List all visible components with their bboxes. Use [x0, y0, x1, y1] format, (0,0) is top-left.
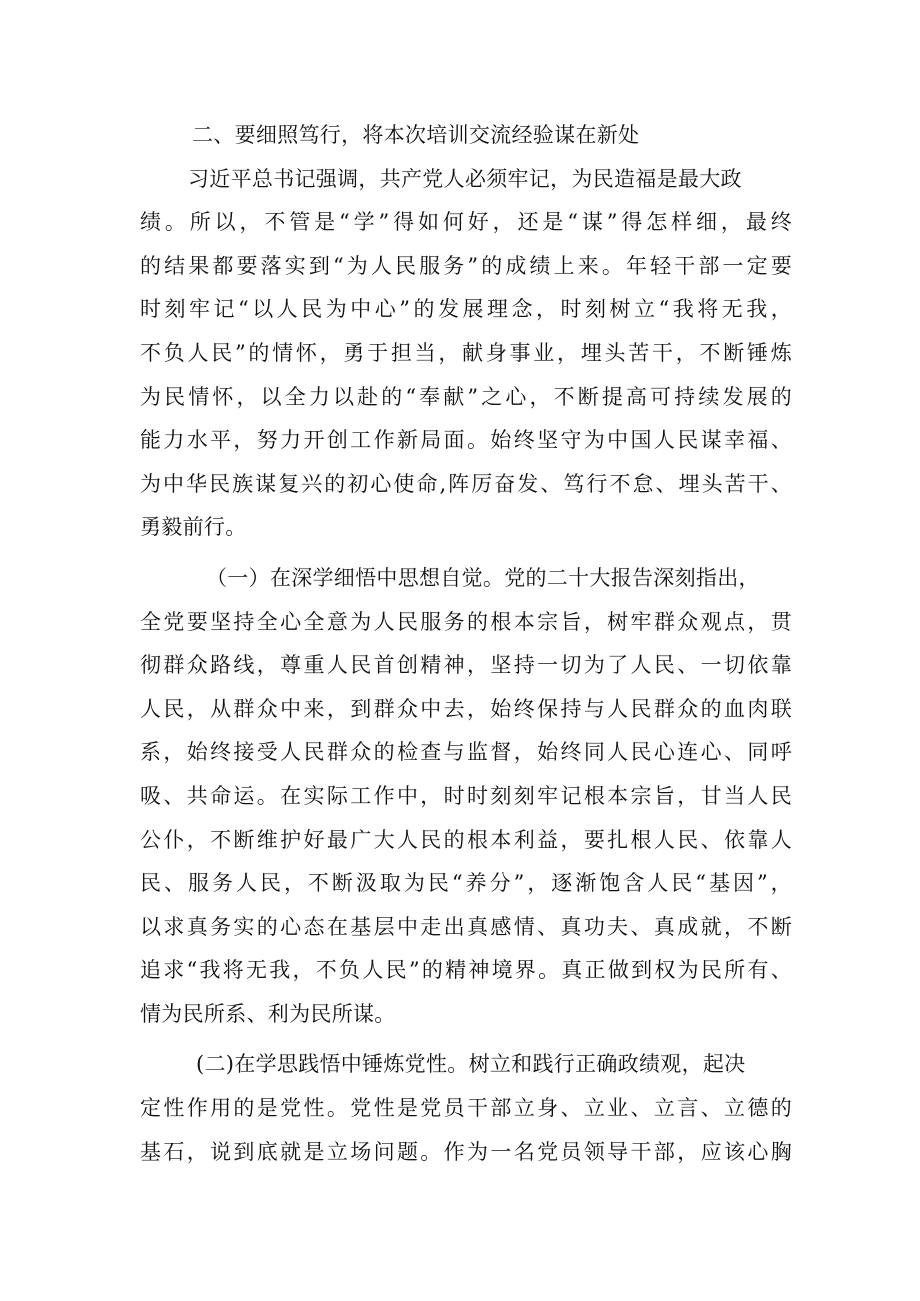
paragraph-3 — [140, 1043, 792, 1174]
paragraph-line: 为中华民族谋复兴的初心使命,阵厉奋发、笃行不怠、埋头苦干、 — [140, 471, 792, 496]
paragraph-line: 民、服务人民，不断汲取为民“养分”，逐渐饱含人民“基因”， — [140, 871, 792, 896]
paragraph-line: 彻群众路线，尊重人民首创精神，坚持一切为了人民、一切依靠 — [140, 653, 792, 678]
paragraph-line: 吸、共命运。在实际工作中，时时刻刻牢记根本宗旨，甘当人民 — [140, 783, 792, 808]
paragraph-line: 以求真务实的心态在基层中走出真感情、真功夫、真成就，不断 — [140, 914, 792, 939]
paragraph-line: (二)在学思践悟中锤炼党性。树立和践行正确政绩观，起决 — [196, 1052, 746, 1077]
paragraph-line: 全党要坚持全心全意为人民服务的根本宗旨，树牢群众观点，贯 — [140, 609, 792, 634]
paragraph-line: 情为民所系、利为民所谋。 — [140, 1001, 396, 1026]
paragraph-line: （一）在深学细悟中思想自觉。党的二十大报告深刻指出， — [206, 565, 760, 590]
paragraph-line: 勇毅前行。 — [140, 515, 247, 540]
paragraph-line: 追求“我将无我，不负人民”的精神境界。真正做到权为民所有、 — [140, 958, 792, 983]
section-heading: 二、要细照笃行，将本次培训交流经验谋在新处 — [192, 123, 640, 147]
paragraph-line: 人民，从群众中来，到群众中去，始终保持与人民群众的血肉联 — [140, 696, 792, 721]
paragraph-line: 公仆，不断维护好最广大人民的根本利益，要扎根人民、依靠人 — [140, 827, 792, 852]
paragraph-line: 习近平总书记强调，共产党人必须牢记，为民造福是最大政 — [188, 166, 742, 191]
paragraph-1 — [140, 158, 792, 550]
paragraph-line: 能力水平，努力开创工作新局面。始终坚守为中国人民谋幸福、 — [140, 428, 792, 453]
paragraph-line: 基石，说到底就是立场问题。作为一名党员领导干部，应该心胸 — [140, 1139, 792, 1164]
paragraph-2 — [140, 557, 792, 1037]
paragraph-line: 为民情怀，以全力以赴的“奉献”之心，不断提高可持续发展的 — [140, 384, 792, 409]
paragraph-line: 的结果都要落实到“为人民服务”的成绩上来。年轻干部一定要 — [140, 253, 792, 278]
paragraph-line: 时刻牢记“以人民为中心”的发展理念，时刻树立“我将无我， — [140, 297, 792, 322]
paragraph-line: 绩。所以，不管是“学”得如何好，还是“谋”得怎样细，最终 — [140, 210, 792, 235]
paragraph-line: 不负人民”的情怀，勇于担当，献身事业，埋头苦干，不断锤炼 — [140, 340, 792, 365]
document-body — [140, 114, 792, 1174]
paragraph-line: 定性作用的是党性。党性是党员干部立身、立业、立言、立德的 — [140, 1096, 792, 1121]
paragraph-line: 系，始终接受人民群众的检查与监督，始终同人民心连心、同呼 — [140, 740, 792, 765]
